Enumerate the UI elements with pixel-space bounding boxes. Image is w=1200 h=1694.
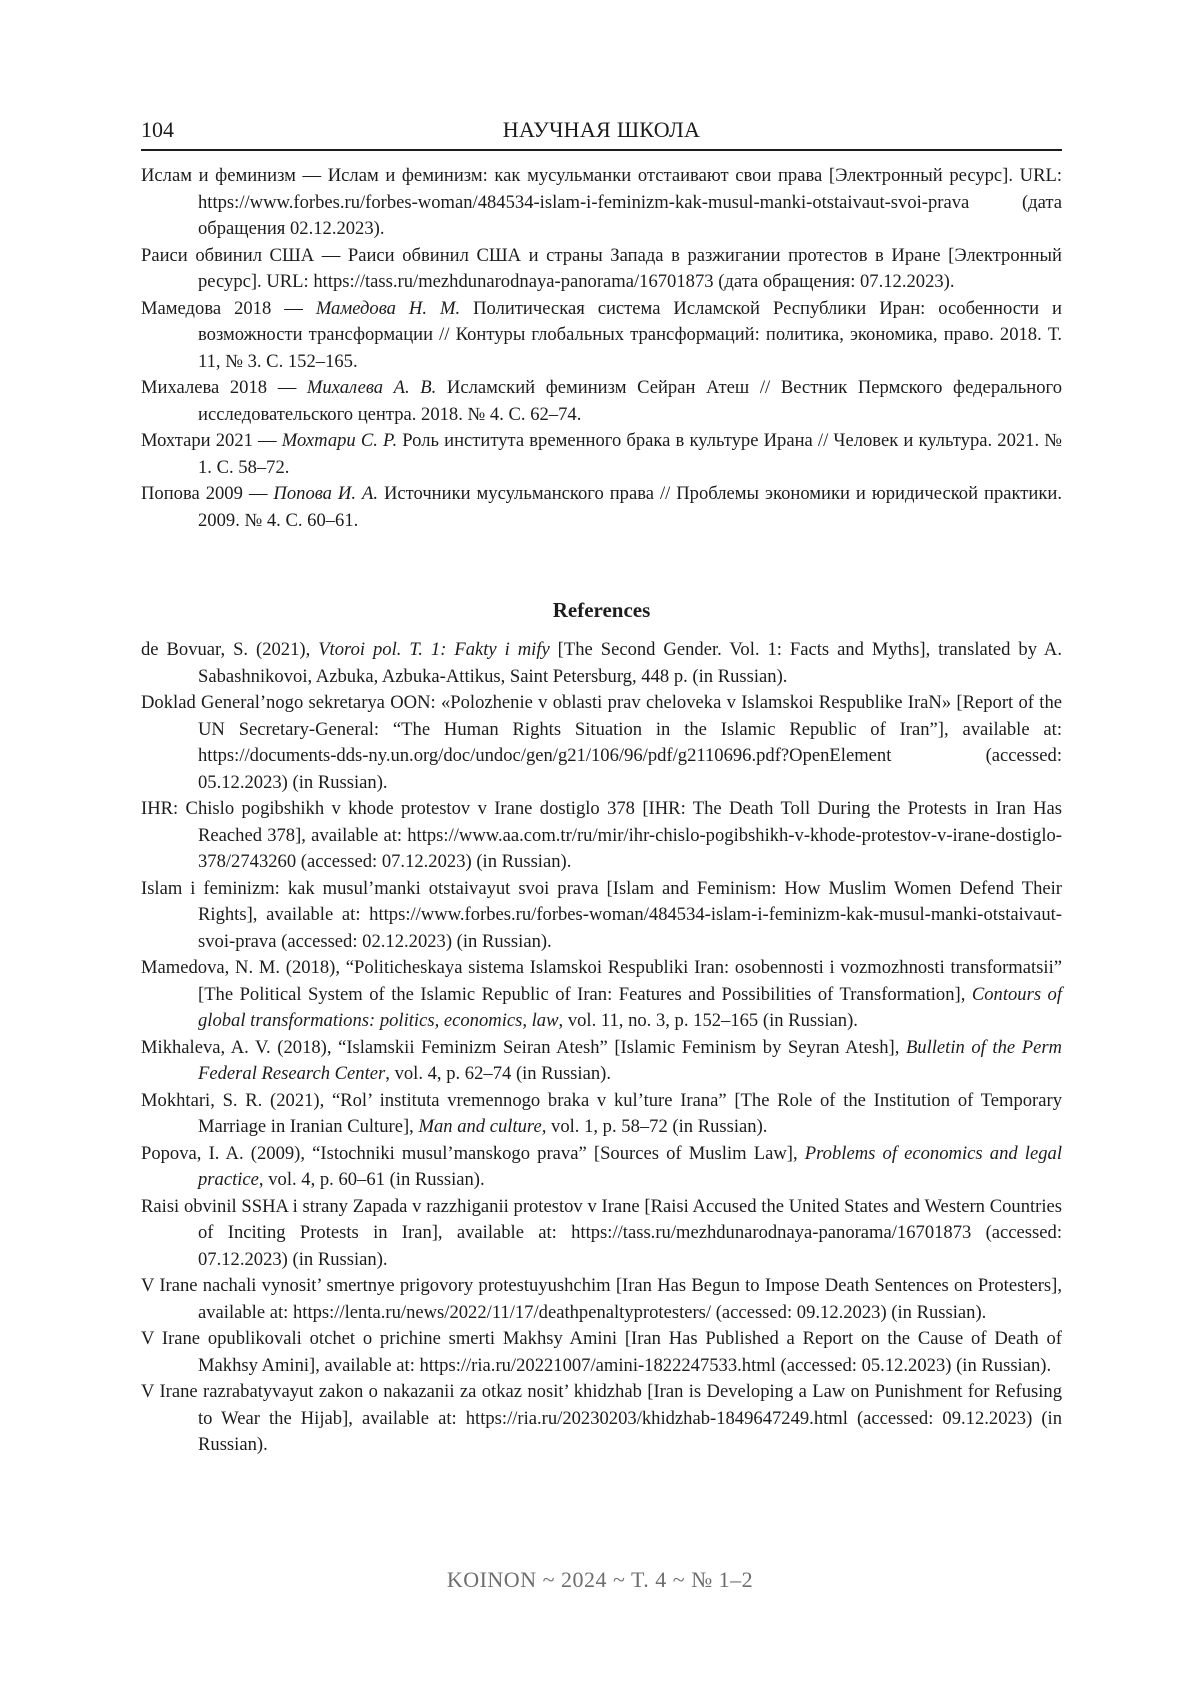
page-header (141, 113, 1062, 151)
bibliography-entry: Попова 2009 — Попова И. А. Источники мусульманского права // Проблемы экономики и юридической практики. 2009. № 4. С. 60–61. (141, 483, 1062, 531)
bibliography-entry: Мохтари 2021 — Мохтари С. Р. Роль института временного брака в культуре Ирана // Человек и культура. 2021. № 1. С. 58–72. (141, 430, 1062, 478)
references-heading: References (552, 598, 651, 622)
running-title: НАУЧНАЯ ШКОЛА (502, 117, 701, 142)
reference-entry: Mokhtari, S. R. (2021), “Rol’ instituta vremennogo braka v kul’ture Irana” [The Role of the Institution of Temporary Marriage in Iranian Culture], Man and culture, vol. 1, p. 58–72 (in Russian). (141, 1089, 1062, 1137)
reference-entry: Doklad General’nogo sekretarya OON: «Polozhenie v oblasti prav cheloveka v Islamskoi Respublike IraN» [Report of the UN Secretary-General: “The Human Rights Situation in the Islamic Republic of Iran”], available at: https://documents-dds-ny.un.org/doc/undoc/gen/g21/106/96/pdf/g2110696.pdf?OpenElement (accessed: 05.12.2023) (in Russian). (141, 692, 1062, 793)
bibliography-entry: Михалева 2018 — Михалева А. В. Исламский феминизм Сейран Атеш // Вестник Пермского федерального исследовательского центра. 2018. № 4. С. 62–74. (141, 377, 1062, 425)
bibliography-entry: Мамедова 2018 — Мамедова Н. М. Политическая система Исламской Республики Иран: особенности и возможности трансформации // Контуры глобальных трансформаций: политика, экономика, право. 2018. Т. 11, № 3. С. 152–165. (141, 297, 1062, 372)
bibliography-entry: Ислам и феминизм — Ислам и феминизм: как мусульманки отстаивают свои права [Электронный ресурс]. URL: https://www.forbes.ru/forbes-woman/484534-islam-i-feminizm-kak-musul-manki-otstaivaut-svoi-prava (дата обращения 02.12.2023). (141, 165, 1062, 239)
reference-entry: Islam i feminizm: kak musul’manki otstaivayut svoi prava [Islam and Feminism: How Muslim Women Defend Their Rights], available at: https://www.forbes.ru/forbes-woman/484534-islam-i-feminizm-kak-musul-manki-otstaivaut-svoi-prava (accessed: 02.12.2023) (in Russian). (141, 877, 1062, 952)
reference-entry: Raisi obvinil SSHA i strany Zapada v razzhiganii protestov v Irane [Raisi Accused the United States and Western Countries of Inciting Protests in Iran], available at: https://tass.ru/mezhdunarodnaya-panorama/16701873 (accessed: 07.12.2023) (in Russian). (141, 1195, 1062, 1270)
page-footer: KOINON ~ 2024 ~ T. 4 ~ № 1–2 (446, 1567, 754, 1592)
reference-entry: Mamedova, N. M. (2018), “Politicheskaya sistema Islamskoi Respubliki Iran: osobennosti i vozmozhnosti transformatsii” [The Political System of the Islamic Republic of Iran: Features and Possibilities of Transformation], Contours of global transformations: politics, economics, law, vol. 11, no. 3, p. 152–165 (in Russian). (141, 957, 1063, 1031)
reference-entry: Popova, I. A. (2009), “Istochniki musul’manskogo prava” [Sources of Muslim Law], Problems of economics and legal practice, vol. 4, p. 60–61 (in Russian). (141, 1142, 1062, 1190)
references-list (141, 637, 1062, 1459)
reference-entry: IHR: Chislo pogibshikh v khode protestov v Irane dostiglo 378 [IHR: The Death Toll During the Protests in Iran Has Reached 378], available at: https://www.aa.com.tr/ru/mir/ihr-chislo-pogibshikh-v-khode-protestov-v-irane-dostiglo-378/2743260 (accessed: 07.12.2023) (in Russian). (141, 798, 1062, 872)
reference-entry: de Bovuar, S. (2021), Vtoroi pol. T. 1: Fakty i mify [The Second Gender. Vol. 1: Facts and Myths], translated by A. Sabashnikovoi, Azbuka, Azbuka-Attikus, Saint Petersburg, 448 p. (in Russian). (141, 639, 1062, 687)
reference-entry: V Irane nachali vynosit’ smertnye prigovory protestuyushchim [Iran Has Begun to Impose Death Sentences on Protesters], available at: https://lenta.ru/news/2022/11/17/deathpenaltyprotesters/ (accessed: 09.12.2023) (in Russian). (141, 1275, 1062, 1323)
reference-entry: V Irane opublikovali otchet o prichine smerti Makhsy Amini [Iran Has Published a Report on the Cause of Death of Makhsy Amini], available at: https://ria.ru/20221007/amini-1822247533.html (accessed: 05.12.2023) (in Russian). (141, 1328, 1062, 1376)
page-number: 104 (141, 117, 174, 142)
reference-entry: Mikhaleva, A. V. (2018), “Islamskii Feminizm Seiran Atesh” [Islamic Feminism by Seyran Atesh], Bulletin of the Perm Federal Research Center, vol. 4, p. 62–74 (in Russian). (141, 1036, 1062, 1084)
bibliography-list (141, 163, 1062, 534)
bibliography-entry: Раиси обвинил США — Раиси обвинил США и страны Запада в разжигании протестов в Иране [Электронный ресурс]. URL: https://tass.ru/mezhdunarodnaya-panorama/16701873 (дата обращения: 07.12.2023). (141, 244, 1062, 292)
reference-entry: V Irane razrabatyvayut zakon o nakazanii za otkaz nosit’ khidzhab [Iran is Developing a Law on Punishment for Refusing to Wear the Hijab], available at: https://ria.ru/20230203/khidzhab-1849647249.html (accessed: 09.12.2023) (in Russian). (141, 1381, 1062, 1455)
